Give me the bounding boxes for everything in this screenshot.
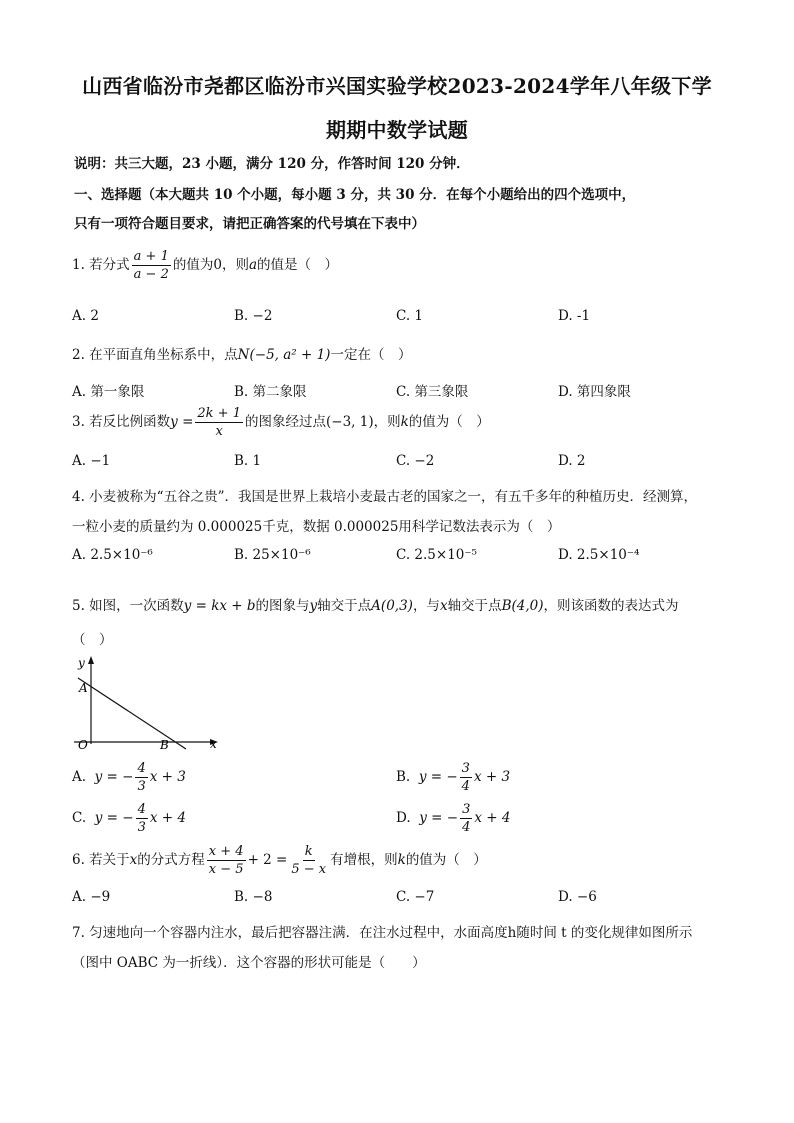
y-axis-label: y	[78, 656, 85, 670]
q4-option-c: C. 2.5×10⁻⁵	[396, 547, 477, 563]
x-axis-label: x	[210, 737, 217, 751]
q4-option-a: A. 2.5×10⁻⁶	[72, 547, 153, 563]
question-1: 1. 若分式 $\frac{a + 1}{a - 2}$ 的值为0，则a的值是（ ）	[72, 249, 339, 282]
exam-note: 说明：共三大题，23 小题，满分 120 分，作答时间 120 分钟．	[74, 156, 470, 172]
q5-option-c: C. y = − $\frac{4}{3}$ x + 4	[72, 802, 186, 835]
q3-option-d: D. 2	[558, 453, 586, 469]
section1-header-line2: 只有一项符合题目要求，请把正确答案的代号填在下表中）	[74, 216, 425, 232]
q4-option-d: D. 2.5×10⁻⁴	[558, 547, 640, 563]
q5-option-d: D. y = − $\frac{3}{4}$ x + 4	[396, 802, 511, 835]
q1-option-a: A. 2	[72, 308, 99, 324]
question-6: 6. 若关于x的分式方程 $\frac{x + 4}{x - 5}$ + 2 = $\frac{k}{5 - x}$ 有增根，则k的值为（ ）	[72, 844, 487, 877]
page-title-line2: 期期中数学试题	[325, 118, 469, 142]
q1-option-c: C. 1	[396, 308, 424, 324]
q6-option-a: A. −9	[72, 889, 111, 905]
q3-option-b: B. 1	[234, 453, 262, 469]
q5-option-b: B. y = − $\frac{3}{4}$ x + 3	[396, 761, 511, 794]
question-2: 2. 在平面直角坐标系中，点N(−5, a² + 1)一定在（ ）	[72, 347, 412, 363]
question-5-line1: 5. 如图，一次函数y = kx + b的图象与y轴交于点A(0,3)，与x轴交于点B(4,0)，则该函数的表达式为	[72, 598, 679, 614]
point-b-label: B	[160, 738, 169, 752]
point-a-label: A	[79, 681, 88, 695]
q3-option-c: C. −2	[396, 453, 435, 469]
q1-option-d: D. -1	[558, 308, 591, 324]
q2-option-b: B. 第二象限	[234, 384, 307, 400]
question-7-line2: （图中 OABC 为一折线）．这个容器的形状可能是（ ）	[72, 955, 426, 971]
question-3: 3. 若反比例函数y = $\frac{2k + 1}{x}$ 的图象经过点(−3, 1)，则k的值为（ ）	[72, 406, 490, 439]
q2-option-c: C. 第三象限	[396, 384, 469, 400]
question-7-line1: 7. 匀速地向一个容器内注水，最后把容器注满．在注水过程中，水面高度h随时间 t 的变化规律如图所示	[72, 925, 693, 941]
q2-option-d: D. 第四象限	[558, 384, 631, 400]
q3-option-a: A. −1	[72, 453, 111, 469]
q6-option-d: D. −6	[558, 889, 597, 905]
q5-linear-graph	[70, 652, 230, 756]
function-line	[78, 678, 186, 749]
question-4-line2: 一粒小麦的质量约为 0.000025千克，数据 0.000025用科学记数法表示为（ ）	[72, 519, 561, 535]
y-axis-arrow	[88, 656, 94, 664]
q4-option-b: B. 25×10⁻⁶	[234, 547, 311, 563]
origin-label: O	[78, 738, 88, 752]
q6-option-c: C. −7	[396, 889, 435, 905]
section1-header-line1: 一、选择题（本大题共 10 个小题，每小题 3 分，共 30 分．在每个小题给出的四个选项中，	[74, 187, 636, 203]
page-title-line1: 山西省临汾市尧都区临汾市兴国实验学校2023-2024学年八年级下学	[82, 74, 712, 98]
q5-option-a: A. y = − $\frac{4}{3}$ x + 3	[72, 761, 186, 794]
q1-option-b: B. −2	[234, 308, 273, 324]
question-4-line1: 4. 小麦被称为“五谷之贵”．我国是世界上栽培小麦最古老的国家之一，有五千多年的种植历史．经测算，	[72, 489, 697, 505]
q2-option-a: A. 第一象限	[72, 384, 145, 400]
q6-option-b: B. −8	[234, 889, 273, 905]
question-5-line2: （ ）	[72, 632, 113, 648]
